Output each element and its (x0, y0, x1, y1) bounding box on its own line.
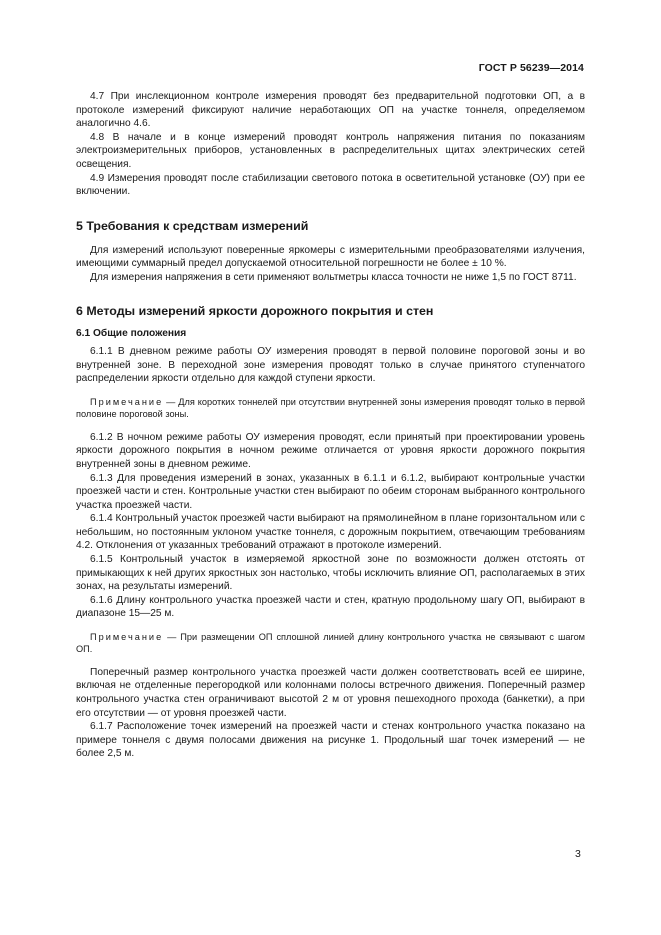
paragraph-4-8: 4.8 В начале и в конце измерений проводят контроль напряжения питания по показаниям электроизмерительных приборов, установленных в распределительных щитах электрических сетей освещения. (76, 131, 585, 170)
document-header: ГОСТ Р 56239—2014 (478, 62, 584, 74)
paragraph-6-1-4: 6.1.4 Контрольный участок проезжей части выбирают на прямолинейном в плане горизонтальном или с небольшим, но постоянным уклоном участке тоннеля, с дорожным покрытием, отвечающим требованиям 4.2. Отклонения от указанных требований отражают в протоколе измерений. (76, 513, 585, 552)
paragraph-6-1-2: 6.1.2 В ночном режиме работы ОУ измерения проводят, если принятый при проектировании уровень яркости дорожного покрытия в ночном режиме отличается от уровня яркости дорожного покрытия внутренней зоны в дневном режиме. (76, 431, 585, 470)
page-body (76, 90, 585, 761)
note-2-text: — При размещении ОП сплошной линией длину контрольного участка не связывают с шагом ОП. (76, 632, 585, 655)
section-6-heading: 6 Методы измерений яркости дорожного покрытия и стен (76, 303, 434, 318)
paragraph-4-7: 4.7 При инслекционном контроле измерения проводят без предварительной подготовки ОП, а в протоколе измерений фиксируют наличие неработающих ОП на участке тоннеля, определяемом аналогично 4.6. (76, 91, 585, 130)
note-2 (76, 631, 585, 656)
paragraph-5-1: Для измерений используют поверенные яркомеры с измерительными преобразователями излучения, имеющими суммарный предел допускаемой относительной погрешности не более ± 10 %. (76, 244, 585, 270)
paragraph-6-1-6: 6.1.6 Длину контрольного участка проезжей части и стен, кратную продольному шагу ОП, выбирают в диапазоне 15—25 м. (76, 594, 585, 620)
paragraph-4-9: 4.9 Измерения проводят после стабилизации светового потока в осветительной установке (ОУ) при ее включении. (76, 172, 585, 198)
paragraph-transverse-size: Поперечный размер контрольного участка проезжей части должен соответствовать всей ее ширине, включая не отделенные перегородкой или колоннами полосы встречного движения. Поперечный размер контрольного участка стен ограничивают высотой 2 м от уровня пешеходного прохода (банкетки), а при его отсутствии — от уровня проезжей части. (76, 666, 585, 719)
paragraph-6-1-7: 6.1.7 Расположение точек измерений на проезжей части и стенах контрольного участка показано на примере тоннеля с двумя полосами движения на рисунке 1. Продольный шаг точек измерений — не более 2,5 м. (76, 721, 585, 760)
page-number: 3 (575, 848, 581, 860)
subsection-6-1-heading: 6.1 Общие положения (76, 327, 187, 339)
note-1 (76, 396, 585, 421)
paragraph-5-2: Для измерения напряжения в сети применяют вольтметры класса точности не ниже 1,5 по ГОСТ 8711. (90, 271, 577, 283)
section-5-heading: 5 Требования к средствам измерений (76, 218, 309, 233)
note-2-label: Примечание (90, 632, 164, 643)
paragraph-6-1-3: 6.1.3 Для проведения измерений в зонах, указанных в 6.1.1 и 6.1.2, выбирают контрольные участки проезжей части и стен. Контрольные участки стен выбирают по обеим сторонам выбранного контрольного участка проезжей части. (76, 472, 585, 511)
note-1-text: — Для коротких тоннелей при отсутствии внутренней зоны измерения проводят только в первой половине пороговой зоны. (76, 396, 585, 420)
note-1-label: Примечание (90, 396, 164, 407)
paragraph-6-1-1: 6.1.1 В дневном режиме работы ОУ измерения проводят в первой половине пороговой зоны и во внутренней зоне. В переходной зоне измерения проводят только в случае принятого ступенчатого распределении яркости отдельно для каждой ступени яркости. (76, 346, 585, 385)
paragraph-6-1-5: 6.1.5 Контрольный участок в измеряемой яркостной зоне по возможности должен отстоять от примыкающих к ней других яркостных зон настолько, чтобы исключить влияние ОП, располагаемых в этих зонах, на результаты измерений. (76, 554, 585, 593)
